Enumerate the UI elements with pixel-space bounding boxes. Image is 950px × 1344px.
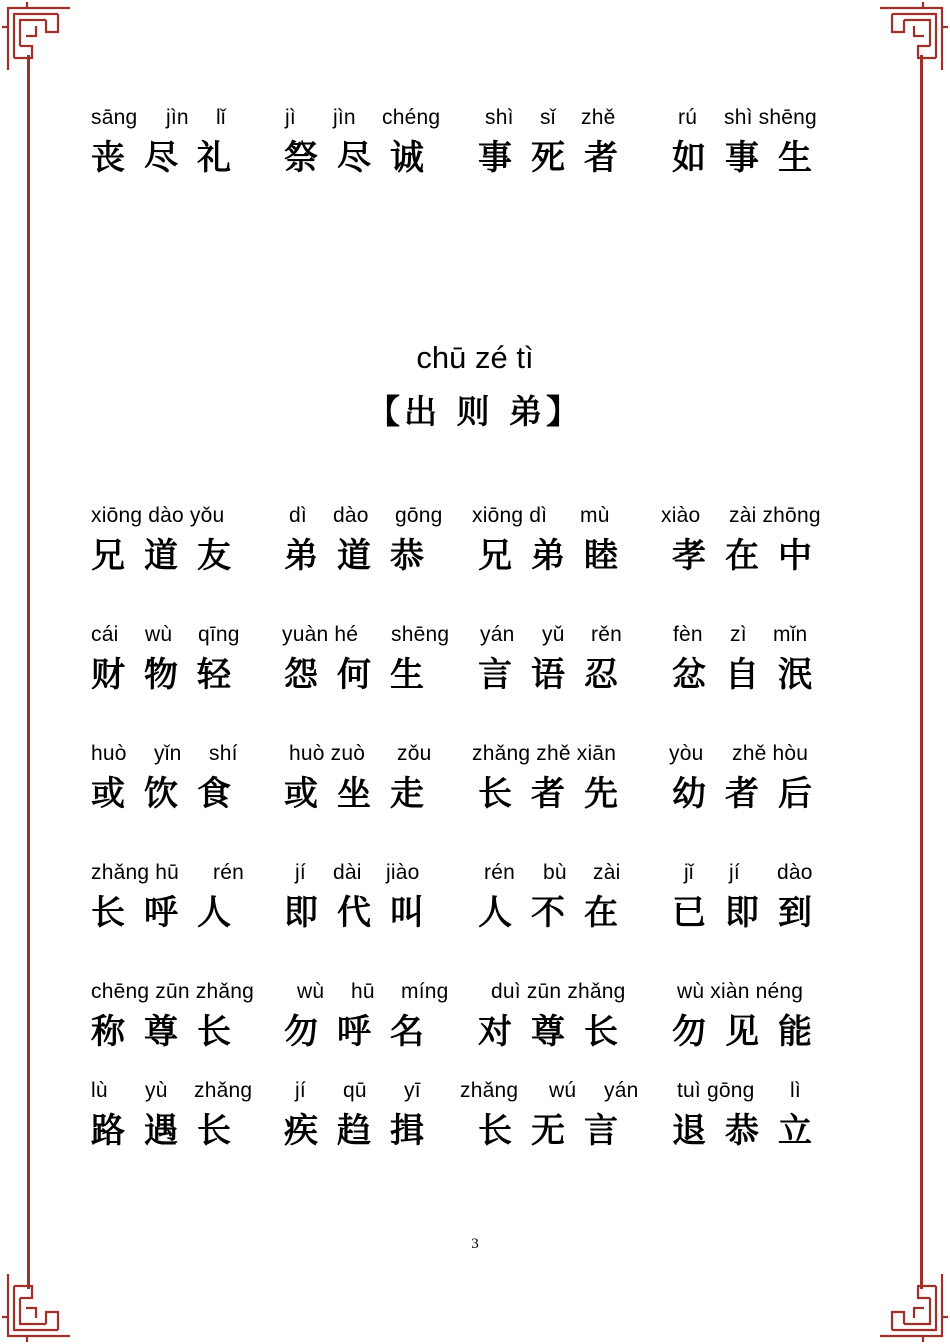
pinyin-syllable: hū <box>351 980 375 1003</box>
hanzi-row <box>0 536 950 576</box>
hanzi-char: 食 <box>197 774 231 814</box>
hanzi-char: 人 <box>478 893 512 933</box>
hanzi-row <box>0 1012 950 1052</box>
hanzi-char: 怨 <box>284 655 318 695</box>
pinyin-syllable: míng <box>401 980 449 1003</box>
pinyin-syllable: tuì gōng <box>677 1079 755 1102</box>
hanzi-row <box>0 138 950 178</box>
pinyin-syllable: jǐ <box>684 861 694 884</box>
hanzi-char: 后 <box>778 774 812 814</box>
hanzi-char: 长 <box>478 774 512 814</box>
hanzi-char: 长 <box>478 1111 512 1151</box>
hanzi-char: 或 <box>91 774 125 814</box>
hanzi-char: 道 <box>144 536 178 576</box>
hanzi-char: 称 <box>91 1012 125 1052</box>
pinyin-syllable: jìn <box>333 106 356 129</box>
pinyin-syllable: yán <box>480 623 515 646</box>
hanzi-char: 幼 <box>672 774 706 814</box>
section-title: 【出 则 弟】 <box>367 392 583 431</box>
pinyin-syllable: zhǎng zhě xiān <box>472 742 617 765</box>
hanzi-char: 尊 <box>144 1012 178 1052</box>
hanzi-char: 揖 <box>390 1111 424 1151</box>
hanzi-char: 已 <box>672 893 706 933</box>
hanzi-char: 名 <box>390 1012 424 1052</box>
hanzi-char: 疾 <box>284 1111 318 1151</box>
pinyin-syllable: zhě hòu <box>732 742 809 765</box>
hanzi-char: 无 <box>531 1111 565 1151</box>
hanzi-char: 尽 <box>337 138 371 178</box>
hanzi-char: 人 <box>197 893 231 933</box>
hanzi-char: 道 <box>337 536 371 576</box>
pinyin-syllable: huò zuò <box>289 742 366 765</box>
hanzi-char: 者 <box>531 774 565 814</box>
hanzi-char: 财 <box>91 655 125 695</box>
hanzi-char: 丧 <box>91 138 125 178</box>
hanzi-char: 饮 <box>144 774 178 814</box>
hanzi-char: 事 <box>725 138 759 178</box>
pinyin-syllable: yǐn <box>154 742 182 765</box>
hanzi-char: 叫 <box>390 893 424 933</box>
pinyin-syllable: mù <box>580 504 610 527</box>
hanzi-char: 代 <box>337 893 371 933</box>
hanzi-char: 勿 <box>672 1012 706 1052</box>
pinyin-syllable: shēng <box>391 623 450 646</box>
pinyin-syllable: sāng <box>91 106 138 129</box>
pinyin-syllable: jìn <box>166 106 189 129</box>
pinyin-syllable: zài zhōng <box>729 504 821 527</box>
hanzi-char: 生 <box>778 138 812 178</box>
pinyin-syllable: jí <box>295 1079 306 1102</box>
pinyin-syllable: xiōng dào yǒu <box>91 504 225 527</box>
pinyin-syllable: chēng zūn zhǎng <box>91 980 254 1003</box>
pinyin-syllable: shí <box>209 742 238 765</box>
hanzi-char: 长 <box>584 1012 618 1052</box>
hanzi-char: 兄 <box>478 536 512 576</box>
hanzi-char: 礼 <box>197 138 231 178</box>
hanzi-char: 泯 <box>778 655 812 695</box>
hanzi-char: 不 <box>531 893 565 933</box>
hanzi-char: 中 <box>778 536 812 576</box>
pinyin-syllable: lì <box>790 1079 801 1102</box>
pinyin-syllable: cái <box>91 623 119 646</box>
hanzi-row <box>0 893 950 933</box>
pinyin-syllable: rén <box>213 861 244 884</box>
corner-ornament-bottom-left <box>0 1244 100 1344</box>
page-number: 3 <box>471 1236 479 1252</box>
pinyin-syllable: shì <box>485 106 514 129</box>
hanzi-char: 恭 <box>725 1111 759 1151</box>
hanzi-char: 言 <box>478 655 512 695</box>
pinyin-syllable: yī <box>404 1079 421 1102</box>
hanzi-char: 弟 <box>531 536 565 576</box>
pinyin-syllable: fèn <box>673 623 703 646</box>
hanzi-char: 尊 <box>531 1012 565 1052</box>
hanzi-char: 呼 <box>337 1012 371 1052</box>
hanzi-char: 遇 <box>144 1111 178 1151</box>
hanzi-char: 者 <box>584 138 618 178</box>
pinyin-syllable: chéng <box>382 106 441 129</box>
hanzi-char: 在 <box>725 536 759 576</box>
hanzi-char: 立 <box>778 1111 812 1151</box>
pinyin-syllable: mǐn <box>773 623 808 646</box>
corner-ornament-bottom-right <box>850 1244 950 1344</box>
pinyin-syllable: zhě <box>581 106 616 129</box>
hanzi-char: 兄 <box>91 536 125 576</box>
hanzi-char: 走 <box>390 774 424 814</box>
hanzi-char: 语 <box>531 655 565 695</box>
hanzi-char: 对 <box>478 1012 512 1052</box>
section-title-pinyin: chū zé tì <box>416 340 534 375</box>
hanzi-char: 者 <box>725 774 759 814</box>
pinyin-syllable: zài <box>593 861 621 884</box>
pinyin-syllable: duì zūn zhǎng <box>491 980 626 1003</box>
pinyin-syllable: zhǎng <box>194 1079 253 1102</box>
pinyin-syllable: rěn <box>591 623 622 646</box>
pinyin-syllable: dào <box>777 861 813 884</box>
pinyin-syllable: wù xiàn néng <box>677 980 804 1003</box>
hanzi-char: 何 <box>337 655 371 695</box>
pinyin-syllable: yòu <box>669 742 704 765</box>
hanzi-char: 言 <box>584 1111 618 1151</box>
pinyin-syllable: shì shēng <box>724 106 817 129</box>
hanzi-char: 即 <box>284 893 318 933</box>
pinyin-syllable: qū <box>343 1079 367 1102</box>
pinyin-syllable: xiōng dì <box>472 504 548 527</box>
hanzi-char: 事 <box>478 138 512 178</box>
pinyin-syllable: huò <box>91 742 127 765</box>
hanzi-char: 弟 <box>284 536 318 576</box>
hanzi-char: 睦 <box>584 536 618 576</box>
pinyin-syllable: zhǎng <box>460 1079 519 1102</box>
pinyin-syllable: wù <box>145 623 173 646</box>
hanzi-char: 恭 <box>390 536 424 576</box>
hanzi-char: 生 <box>390 655 424 695</box>
hanzi-char: 长 <box>91 893 125 933</box>
hanzi-char: 自 <box>725 655 759 695</box>
pinyin-syllable: lù <box>91 1079 108 1102</box>
hanzi-char: 即 <box>725 893 759 933</box>
hanzi-char: 如 <box>672 138 706 178</box>
pinyin-syllable: yù <box>145 1079 168 1102</box>
hanzi-char: 祭 <box>284 138 318 178</box>
pinyin-syllable: yán <box>604 1079 639 1102</box>
pinyin-syllable: yǔ <box>542 623 565 646</box>
hanzi-char: 到 <box>778 893 812 933</box>
pinyin-syllable: rén <box>484 861 515 884</box>
hanzi-char: 长 <box>197 1012 231 1052</box>
hanzi-row <box>0 1111 950 1151</box>
pinyin-syllable: rú <box>678 106 698 129</box>
corner-ornament-top-right <box>850 0 950 100</box>
hanzi-char: 能 <box>778 1012 812 1052</box>
pinyin-syllable: zǒu <box>397 742 432 765</box>
hanzi-char: 诚 <box>390 138 424 178</box>
pinyin-syllable: gōng <box>395 504 443 527</box>
hanzi-char: 死 <box>531 138 565 178</box>
pinyin-syllable: jiào <box>386 861 420 884</box>
pinyin-syllable: dì <box>289 504 307 527</box>
hanzi-char: 退 <box>672 1111 706 1151</box>
pinyin-syllable: xiào <box>661 504 701 527</box>
hanzi-char: 见 <box>725 1012 759 1052</box>
hanzi-char: 长 <box>197 1111 231 1151</box>
hanzi-char: 趋 <box>337 1111 371 1151</box>
pinyin-syllable: wú <box>549 1079 577 1102</box>
pinyin-syllable: bù <box>543 861 567 884</box>
hanzi-char: 忍 <box>584 655 618 695</box>
hanzi-char: 孝 <box>672 536 706 576</box>
hanzi-char: 先 <box>584 774 618 814</box>
pinyin-syllable: zhǎng hū <box>91 861 180 884</box>
hanzi-char: 轻 <box>197 655 231 695</box>
hanzi-char: 友 <box>197 536 231 576</box>
hanzi-char: 路 <box>91 1111 125 1151</box>
pinyin-syllable: qīng <box>198 623 240 646</box>
hanzi-char: 在 <box>584 893 618 933</box>
hanzi-char: 物 <box>144 655 178 695</box>
pinyin-syllable: sǐ <box>540 106 556 129</box>
hanzi-char: 坐 <box>337 774 371 814</box>
hanzi-row <box>0 774 950 814</box>
hanzi-char: 忿 <box>672 655 706 695</box>
hanzi-char: 勿 <box>284 1012 318 1052</box>
pinyin-syllable: dào <box>333 504 369 527</box>
pinyin-syllable: lǐ <box>216 106 226 129</box>
pinyin-syllable: jí <box>295 861 306 884</box>
hanzi-char: 呼 <box>144 893 178 933</box>
pinyin-syllable: wù <box>297 980 325 1003</box>
hanzi-char: 或 <box>284 774 318 814</box>
hanzi-char: 尽 <box>144 138 178 178</box>
pinyin-syllable: zì <box>730 623 747 646</box>
pinyin-syllable: jì <box>285 106 296 129</box>
pinyin-syllable: dài <box>333 861 362 884</box>
hanzi-row <box>0 655 950 695</box>
pinyin-syllable: jí <box>729 861 740 884</box>
corner-ornament-top-left <box>0 0 100 100</box>
pinyin-syllable: yuàn hé <box>282 623 359 646</box>
